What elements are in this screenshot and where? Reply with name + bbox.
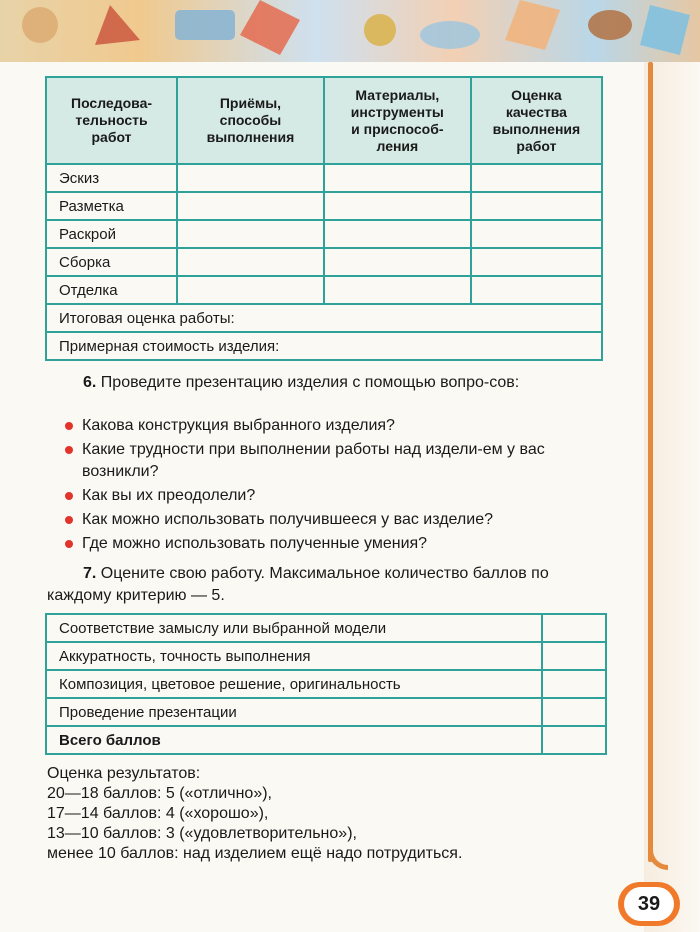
empty-cell — [177, 276, 324, 304]
bullet-icon — [65, 516, 73, 524]
criterion-label: Соответствие замыслу или выбранной модели — [46, 614, 542, 642]
estimated-cost-row: Примерная стоимость изделия: — [46, 332, 602, 360]
table-row — [46, 276, 602, 304]
bullet-icon — [65, 540, 73, 548]
empty-cell — [324, 248, 471, 276]
bullet-icon — [65, 422, 73, 430]
work-plan-table — [45, 76, 603, 361]
empty-cell — [471, 164, 602, 192]
table-row — [46, 614, 606, 642]
list-item: Какие трудности при выполнении работы над издели-ем у вас возникли? — [82, 439, 612, 483]
empty-cell — [324, 192, 471, 220]
row-label: Раскрой — [46, 220, 177, 248]
task6-number: 6. — [83, 374, 97, 391]
bullet-icon — [65, 446, 73, 454]
empty-cell — [324, 220, 471, 248]
score-cell — [542, 670, 606, 698]
table-row — [46, 670, 606, 698]
list-item: Где можно использовать полученные умения? — [82, 533, 612, 555]
empty-cell — [177, 164, 324, 192]
empty-cell — [324, 164, 471, 192]
row-label: Отделка — [46, 276, 177, 304]
table-row — [46, 192, 602, 220]
task7-text: Оцените свою работу. Максимальное количество баллов по каждому критерию — 5. — [47, 565, 549, 604]
total-label: Всего баллов — [46, 726, 542, 754]
row-label: Разметка — [46, 192, 177, 220]
empty-cell — [177, 192, 324, 220]
table-row — [46, 698, 606, 726]
empty-cell — [471, 276, 602, 304]
empty-cell — [471, 192, 602, 220]
criterion-label: Аккуратность, точность выполнения — [46, 642, 542, 670]
summary-row — [46, 304, 602, 332]
empty-cell — [177, 220, 324, 248]
header-methods: Приёмы, способы выполнения — [177, 77, 324, 164]
page-number-badge — [618, 882, 680, 926]
crafts-illustration — [0, 0, 700, 62]
decorative-banner — [0, 0, 700, 62]
task6-question-list — [82, 415, 612, 557]
bullet-icon — [65, 492, 73, 500]
grades-title: Оценка результатов: — [47, 765, 201, 782]
task6-paragraph — [47, 372, 607, 394]
empty-cell — [324, 276, 471, 304]
score-cell — [542, 614, 606, 642]
table-row — [46, 220, 602, 248]
task7-number: 7. — [83, 565, 97, 582]
task6-text: Проведите презентацию изделия с помощью вопро-сов: — [100, 374, 520, 391]
header-materials: Материалы, инструменты и приспособ- ления — [324, 77, 471, 164]
row-label: Эскиз — [46, 164, 177, 192]
grade-line: менее 10 баллов: над изделием ещё надо потрудиться. — [47, 845, 463, 862]
page-edge-line — [648, 62, 653, 862]
row-label: Сборка — [46, 248, 177, 276]
self-assessment-table — [45, 613, 607, 755]
page-number: 39 — [624, 887, 674, 921]
grade-line: 20—18 баллов: 5 («отлично»), — [47, 785, 272, 802]
grading-scale — [47, 764, 607, 864]
empty-cell — [471, 220, 602, 248]
grade-line: 17—14 баллов: 4 («хорошо»), — [47, 805, 269, 822]
table-row — [46, 248, 602, 276]
total-row — [46, 726, 606, 754]
header-quality: Оценка качества выполнения работ — [471, 77, 602, 164]
header-sequence: Последова- тельность работ — [46, 77, 177, 164]
criterion-label: Проведение презентации — [46, 698, 542, 726]
task7-paragraph — [47, 563, 607, 607]
empty-cell — [471, 248, 602, 276]
list-item: Как вы их преодолели? — [82, 485, 612, 507]
criterion-label: Композиция, цветовое решение, оригинальность — [46, 670, 542, 698]
list-item: Как можно использовать получившееся у вас изделие? — [82, 509, 612, 531]
table-header-row — [46, 77, 602, 164]
score-cell — [542, 642, 606, 670]
table-row — [46, 642, 606, 670]
final-grade-row: Итоговая оценка работы: — [46, 304, 602, 332]
empty-cell — [177, 248, 324, 276]
summary-row — [46, 332, 602, 360]
list-item: Какова конструкция выбранного изделия? — [82, 415, 612, 437]
grade-line: 13—10 баллов: 3 («удовлетворительно»), — [47, 825, 357, 842]
total-score-cell — [542, 726, 606, 754]
table-row — [46, 164, 602, 192]
score-cell — [542, 698, 606, 726]
